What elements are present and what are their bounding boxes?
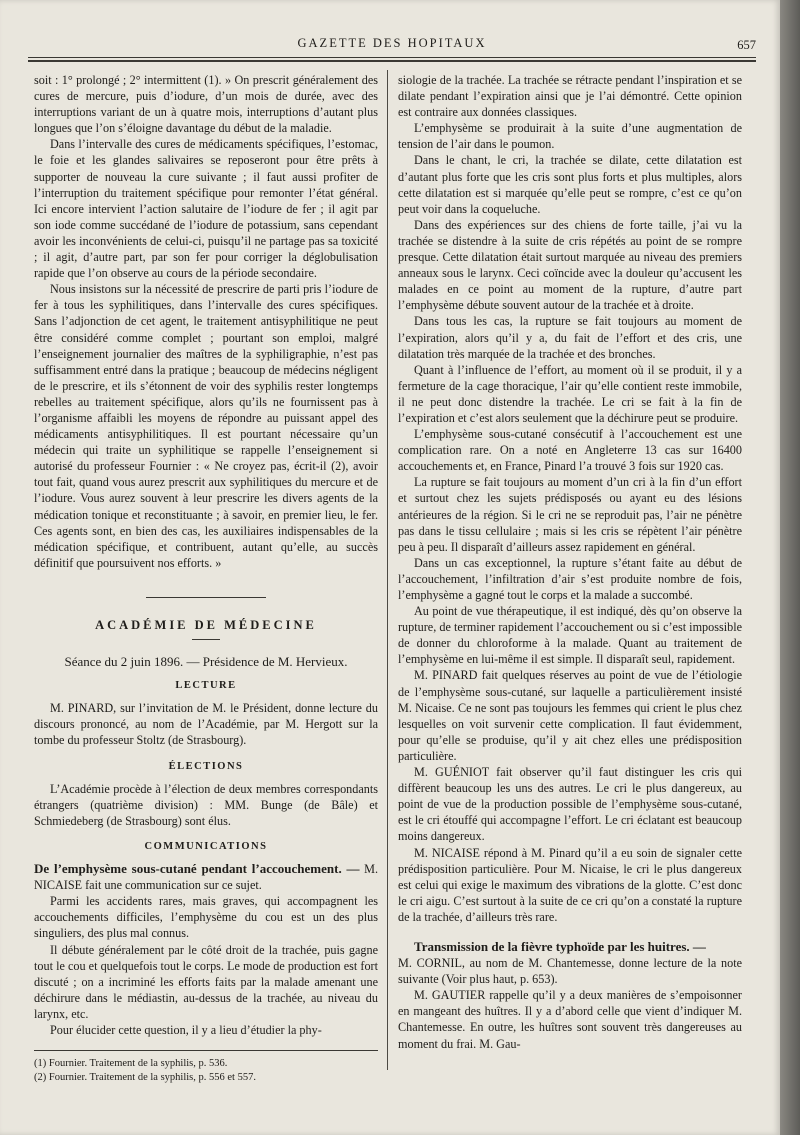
paragraph: M. NICAISE répond à M. Pinard qu’il a eu soin de signaler cette prédisposition particulière. Pour M. Nicaise, le cri le plus dangereux est celui qui exige le maximum des vibrations de la glotte. C’est donc le cri aigu. C’est surtout à la suite de ce cri qu’on a constaté la rupture de la trachée, d’ailleurs très rare. [398,845,742,924]
paragraph: M. PINARD fait quelques réserves au point de vue de l’étiologie de l’emphysème sous-cutané, sur laquelle a particulièrement insisté M. Nicaise. Ce ne sont pas toujours les femmes qui crient le plus chez lesquelles on voit survenir cette complication. Il faut évidemment, pour qu’elle se produise, qu’il y ait chez elles une prédisposition particulière. [398,668,742,763]
lecture-heading: LECTURE [175,680,237,692]
header-rule-thick [28,60,756,62]
section-rule [192,639,220,640]
communication-author: M. NICAISE fait une communication sur ce sujet. [34,862,378,893]
page-header [28,36,756,58]
paragraph: Dans l’intervalle des cures de médicaments spécifiques, l’estomac, le foie et les glandes salivaires se reposeront pour être prêts à supporter de nouveau la cure suivante ; il faut aussi profiter de l’interruption du traitement spécifique pour remonter l’état général. Ici encore intervient l’action salutaire de l’iodure de fer ; il agit par son iode comme succédané de l’iodure de potassium, sans cependant avoir les inconvénients de celui-ci, puisqu’il ne partage pas sa toxicité ; il agit, d’autre part, par son fer pour corriger la déglobulisation rapide que l’on observe au cours de la période secondaire. [34,137,378,281]
footnote-rule [34,1050,378,1051]
section-gap [398,925,742,939]
paragraph: L’emphysème sous-cutané consécutif à l’accouchement est une complication rare. On a noté en Angleterre 13 cas sur 16400 accouchements et, en France, Pinard l’a trouvé 3 fois sur 1920 cas. [398,427,742,474]
paragraph: Nous insistons sur la nécessité de prescrire de parti pris l’iodure de fer à tous les syphilitiques, dans l’intervalle des cures spécifiques. Sans l’adjonction de cet agent, le traitement antisyphilitique ne peut être considéré comme complet ; pourtant son emploi, malgré l’enseignement journalier des maîtres de la syphiligraphie, n’est pas suffisamment entré dans la pratique ; beaucoup de médecins négligent de le prescrire, et ils s’étonnent de voir des syphilis rester longtemps rebelles au traitement spécifique, alors qu’ils ne fournissent pas à l’organisme affaibli les moyens de répondre au puissant appel des médicaments antisyphilitiques. Il est pourtant nécessaire qu’un médecin qui traite un syphilitique se rappelle l’enseignement si autorisé du professeur Fournier : « Ne croyez pas, écrit-il (2), avoir tout fait, quand vous aurez prescrit aux syphilitiques du mercure et de l’iodure. Vous aurez souvent à leur prescrire les divers agents de la médication tonique et reconstituante ; à savoir, en premier lieu, le fer. Ces agents sont, en bien des cas, les auxiliaires indispensables de la médication spécifique, et contribuent, autant qu’elle, au succès définitif que poursuivent nos efforts. » [34,282,378,570]
elections-heading: ÉLECTIONS [168,760,244,772]
paragraph: Au point de vue thérapeutique, il est indiqué, dès qu’on observe la rupture, de terminer rapidement l’accouchement ou si c’est impossible de donner du chloroforme à la malade. Quant au traitement de l’emphysème en lui-même il est simple. Il disparaît seul, rapidement. [398,604,742,667]
communication-title-paragraph [34,861,378,893]
paragraph: M. GAUTIER rappelle qu’il y a deux manières de s’empoisonner en mangeant des huîtres. Il y a d’abord celle que vient d’indiquer M. Chantemesse. En outre, les huîtres sont souvent très dangereuses au moment du frai. M. Gau- [398,988,742,1051]
paragraph: siologie de la trachée. La trachée se rétracte pendant l’inspiration et se dilate pendant l’expiration ainsi que je l’ai démontré. Cette opinion est contraire aux données classiques. [398,73,742,120]
scan-gutter [780,0,800,1135]
elections-paragraph: L’Académie procède à l’élection de deux membres correspondants étrangers (quatrième division) : MM. Bunge (de Bâle) et Schmiedeberg (de Strasbourg) sont élus. [34,781,378,828]
communications-heading: COMMUNICATIONS [144,840,268,852]
footnote: (2) Fournier. Traitement de la syphilis, p. 556 et 557. [34,1072,256,1084]
journal-title: GAZETTE DES HOPITAUX [297,36,487,50]
paragraph: Il débute généralement par le côté droit de la trachée, puis gagne tout le cou et quelquefois tout le corps. Le mode de production est fort discuté ; on a incriminé les efforts faits par la malade amenant une déchirure dans le médiastin, au-dessus de la trachée, au niveau du larynx, etc. [34,942,378,1021]
paragraph: Dans le chant, le cri, la trachée se dilate, cette dilatation est d’autant plus forte que les cris sont plus forts et plus multiples, alors cette dilatation est si marquée qu’elle peut se rompre, c’est ce qu’on peut voir dans la coqueluche. [398,153,742,216]
paragraph: Dans des expériences sur des chiens de forte taille, j’ai vu la trachée se distendre à la suite de cris répétés au point de se rompre presque. Cette dilatation était surtout marquée au niveau des premiers anneaux sous le larynx. Ceci coïncide avec la douleur qu’accusent les malades en ce point au moment de la rupture, d’autre part l’emphysème débute souvent autour de la trachée et à droite. [398,217,742,313]
communication-title: De l’emphysème sous-cutané pendant l’accouchement. — [34,861,360,877]
header-rule [28,57,756,58]
lecture-paragraph: M. PINARD, sur l’invitation de M. le Président, donne lecture du discours prononcé, au nom de l’Académie, par M. Hergott sur la tombe du professeur Stoltz (de Strasbourg). [34,701,378,748]
section-ornament [146,589,266,605]
paragraph: Dans tous les cas, la rupture se fait toujours au moment de l’expiration, alors qu’il y a, du fait de l’effort et des cris, une dilatation très marquée de la trachée et des bronches. [398,314,742,361]
paragraph: La rupture se fait toujours au moment d’un cri à la fin d’un effort et surtout chez les sujets prédisposés ou ayant eu des lésions antérieures de la région. Si le cri ne se reproduit pas, l’air ne pénètre pas dans le tissu cellulaire ; mais si les cris se répètent l’air pénètre peu à peu. Il disparaît d’ailleurs assez rapidement en général. [398,475,742,554]
page-number: 657 [737,38,756,52]
section-title: ACADÉMIE DE MÉDECINE [95,618,317,632]
column-divider [387,70,388,1070]
paragraph: Dans un cas exceptionnel, la rupture s’étant faite au début de l’accouchement, l’infiltration d’air s’est produite nombre de fois, l’emphysème a gagné tout le corps et la malade a succombé. [398,555,742,602]
paragraph: M. GUÉNIOT fait observer qu’il faut distinguer les cris qui diffèrent beaucoup les uns des autres. Le cri le plus dangereux, au point de vue de la production possible de l’emphysème sous-cutané, est le cri étouffé qui accompagne l’effort. Le cri éclatant est beaucoup moins dangereux. [398,765,742,844]
footnote: (1) Fournier. Traitement de la syphilis, p. 536. [34,1058,228,1070]
paragraph: Quant à l’influence de l’effort, au moment où il se produit, il y a fermeture de la cage thoracique, l’air qu’elle contient reste immobile, il ne peut donc distendre la trachée. Le cri se fait à la fin de l’expiration et c’est alors seulement que la déchirure peut se produire. [398,362,742,425]
typhoid-title: Transmission de la fièvre typhoïde par les huitres. — [414,938,706,954]
paragraph: soit : 1° prolongé ; 2° intermittent (1). » On prescrit généralement des cures de mercure, puis d’iodure, d’un mois de durée, avec des interruptions variant de un à quatre mois, interruptions d’autant plus longues que l’on s’éloigne davantage du début de la maladie. [34,73,378,136]
left-column [34,72,378,1085]
seance-line: Séance du 2 juin 1896. — Présidence de M. Hervieux. [64,654,348,670]
right-column [398,72,742,1052]
paragraph: Parmi les accidents rares, mais graves, qui accompagnent les accouchements difficiles, l’emphysème du cou est un des plus singuliers, des plus mal connus. [34,894,378,941]
paragraph: M. CORNIL, au nom de M. Chantemesse, donne lecture de la note suivante (Voir plus haut, p. 653). [398,956,742,987]
paragraph: Pour élucider cette question, il y a lieu d’étudier la phy- [50,1022,322,1037]
paragraph: L’emphysème se produirait à la suite d’une augmentation de tension de l’air dans le poumon. [398,121,742,152]
